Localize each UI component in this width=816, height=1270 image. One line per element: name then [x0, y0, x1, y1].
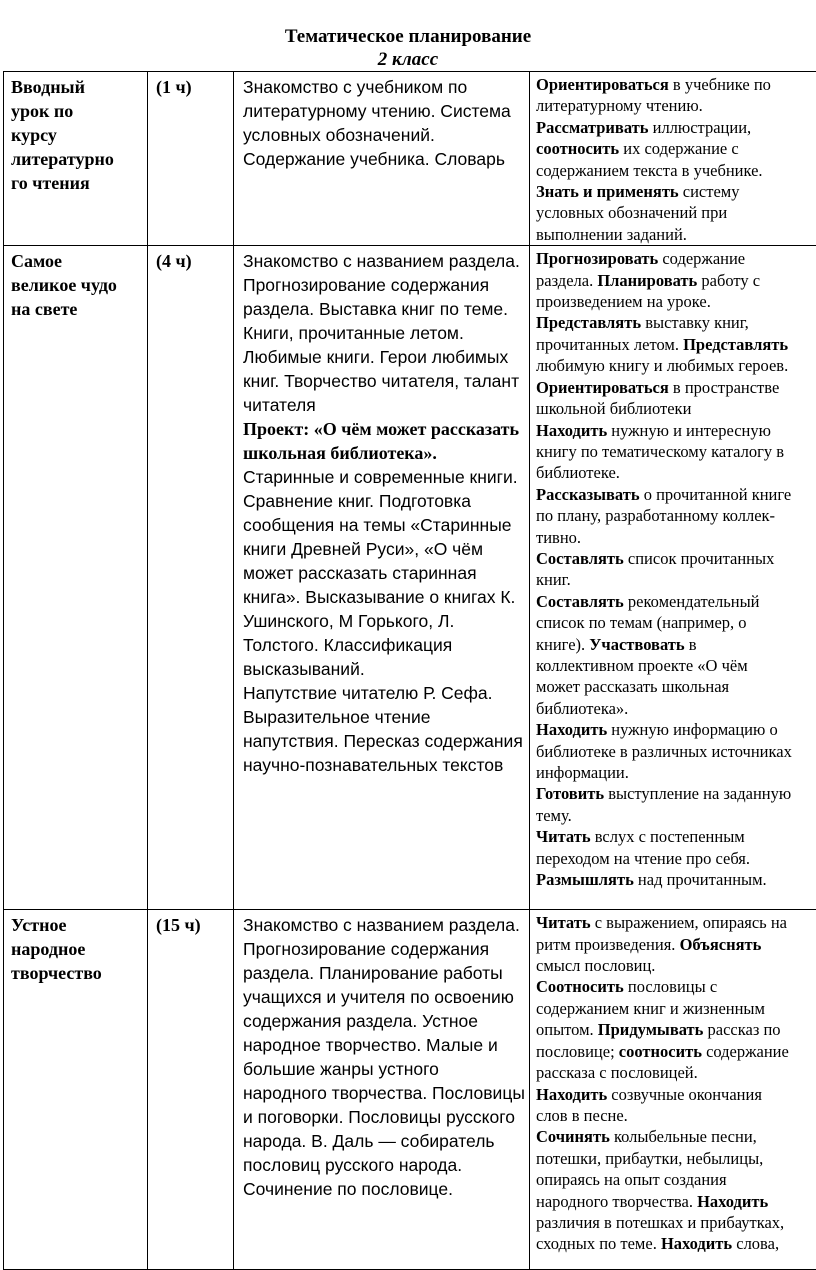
- activity-text: книгу по тематическому каталогу в: [536, 442, 784, 461]
- content-cell: [234, 72, 530, 246]
- activity-text: информации.: [536, 763, 629, 782]
- activity-text: различия в потешках и прибаутках,: [536, 1213, 784, 1232]
- content-cell: [234, 246, 530, 910]
- activity-text: любимую книгу и любимых героев.: [536, 356, 788, 375]
- activity-text: содержание: [658, 249, 745, 268]
- content-paragraph: Знакомство с названием раздела. Прогнозирование содержания раздела. Выставка книг по теме. Книги, прочитанные летом. Любимые книги. Герои любимых книг. Творчество читателя, талант читателя: [243, 249, 525, 417]
- activity-line: [536, 1126, 816, 1147]
- activity-text: тему.: [536, 806, 572, 825]
- hours-cell: [148, 246, 234, 910]
- activity-text: может рассказать школьная: [536, 677, 729, 696]
- activity-line: [536, 117, 816, 138]
- activity-line: [536, 634, 816, 655]
- content-paragraph: Знакомство с учебником по литературному чтению. Система условных обозначений. Содержание учебника. Словарь: [243, 75, 525, 171]
- activity-text: условных обозначений при: [536, 203, 727, 222]
- activity-line: [536, 527, 816, 548]
- activity-text: потешки, прибаутки, небылицы,: [536, 1149, 763, 1168]
- activity-text: рекомендательный: [624, 592, 760, 611]
- activity-verb: Прогнозировать: [536, 249, 658, 268]
- content-paragraph: Знакомство с названием раздела. Прогнозирование содержания раздела. Планирование работы учащихся и учителя по освоению содержания раздела. Устное народное творчество. Малые и большие жанры устного народного творчества. Пословицы и поговорки. Пословицы русского народа. В. Даль — собиратель пословиц русского народа. Сочинение по пословице.: [243, 913, 525, 1201]
- activity-text: выставку книг,: [641, 313, 749, 332]
- page-subtitle: 2 класс: [0, 49, 816, 71]
- activity-line: [536, 398, 816, 419]
- activity-line: [536, 505, 816, 526]
- topic-name: Самое великое чудо на свете: [4, 246, 147, 321]
- activities-cell: [530, 72, 816, 246]
- activity-text: рассказ по: [703, 1020, 780, 1039]
- activity-text: в учебнике по: [669, 75, 771, 94]
- activity-text: библиотеке в различных источниках: [536, 742, 792, 761]
- activity-line: [536, 998, 816, 1019]
- activity-line: [536, 591, 816, 612]
- activity-line: [536, 270, 816, 291]
- activity-line: [536, 805, 816, 826]
- topic-cell: [4, 246, 148, 910]
- activity-text: систему: [679, 182, 740, 201]
- topic-cell: [4, 910, 148, 1270]
- activity-line: [536, 655, 816, 676]
- topic-name: Устное народное творчество: [4, 910, 147, 985]
- activity-line: [536, 248, 816, 269]
- activity-line: [536, 719, 816, 740]
- topic-name: Вводный урок по курсу литературно го чтения: [4, 72, 147, 195]
- table-row: [4, 910, 816, 1270]
- activity-line: [536, 676, 816, 697]
- activity-text: книге).: [536, 635, 589, 654]
- activity-line: [536, 224, 816, 245]
- activity-verb: Представлять: [536, 313, 641, 332]
- activity-line: [536, 1105, 816, 1126]
- activity-verb: Придумывать: [598, 1020, 704, 1039]
- activity-line: [536, 1062, 816, 1083]
- activity-line: [536, 202, 816, 223]
- activity-line: [536, 1019, 816, 1040]
- activity-verb: Ориентироваться: [536, 75, 669, 94]
- activity-text: над прочитанным.: [634, 870, 767, 889]
- activity-text: библиотеке.: [536, 463, 620, 482]
- activity-text: смысл пословиц.: [536, 956, 655, 975]
- activity-verb: Читать: [536, 827, 591, 846]
- activity-line: [536, 1041, 816, 1062]
- activity-verb: Рассматривать: [536, 118, 648, 137]
- activity-text: раздела.: [536, 271, 597, 290]
- project-title: Проект: «О чём может рассказать школьная библиотека».: [243, 417, 525, 465]
- activity-line: [536, 181, 816, 202]
- activity-text: тивно.: [536, 528, 581, 547]
- activity-verb: Представлять: [683, 335, 788, 354]
- lesson-content: [234, 246, 529, 777]
- activity-line: [536, 741, 816, 762]
- hours-value: (1 ч): [148, 72, 233, 99]
- hours-value: (4 ч): [148, 246, 233, 273]
- activity-verb: соотносить: [536, 139, 619, 158]
- activity-text: прочитанных летом.: [536, 335, 683, 354]
- activity-text: с выражением, опираясь на: [591, 913, 787, 932]
- activities-cell: [530, 246, 816, 910]
- activity-text: пословице;: [536, 1042, 619, 1061]
- activity-line: [536, 1084, 816, 1105]
- lesson-content: [234, 910, 529, 1201]
- activity-line: [536, 783, 816, 804]
- activity-text: слов в песне.: [536, 1106, 628, 1125]
- activity-verb: Читать: [536, 913, 591, 932]
- activity-line: [536, 1233, 816, 1254]
- table-row: [4, 246, 816, 910]
- activity-line: [536, 869, 816, 890]
- activity-line: [536, 1212, 816, 1233]
- activity-text: нужную и интересную: [607, 421, 771, 440]
- activity-line: [536, 355, 816, 376]
- activity-line: [536, 95, 816, 116]
- activity-text: иллюстрации,: [648, 118, 751, 137]
- activity-text: опытом.: [536, 1020, 598, 1039]
- page-title: Тематическое планирование: [0, 26, 816, 48]
- activity-text: список прочитанных: [624, 549, 775, 568]
- activity-text: книг.: [536, 570, 571, 589]
- activity-text: слова,: [732, 1234, 779, 1253]
- activity-text: в: [685, 635, 697, 654]
- activity-line: [536, 955, 816, 976]
- activity-line: [536, 698, 816, 719]
- activity-verb: Планировать: [597, 271, 697, 290]
- activity-line: [536, 848, 816, 869]
- activity-verb: Составлять: [536, 549, 624, 568]
- activity-text: содержание: [702, 1042, 789, 1061]
- activity-text: ритм произведения.: [536, 935, 680, 954]
- activity-text: переходом на чтение про себя.: [536, 849, 750, 868]
- student-activities: [530, 72, 816, 245]
- activity-verb: Находить: [536, 1085, 607, 1104]
- activity-verb: Готовить: [536, 784, 604, 803]
- activity-text: литературному чтению.: [536, 96, 703, 115]
- activity-line: [536, 377, 816, 398]
- content-cell: [234, 910, 530, 1270]
- activity-line: [536, 441, 816, 462]
- activity-text: коллективном проекте «О чём: [536, 656, 748, 675]
- activity-verb: Находить: [661, 1234, 732, 1253]
- hours-value: (15 ч): [148, 910, 233, 937]
- activity-verb: Находить: [536, 720, 607, 739]
- topic-cell: [4, 72, 148, 246]
- student-activities: [530, 246, 816, 890]
- activity-line: [536, 334, 816, 355]
- activity-verb: соотносить: [619, 1042, 702, 1061]
- activity-verb: Знать и применять: [536, 182, 679, 201]
- activity-text: опираясь на опыт создания: [536, 1170, 727, 1189]
- table-row: [4, 72, 816, 246]
- activity-text: нужную информацию о: [607, 720, 778, 739]
- activity-text: произведением на уроке.: [536, 292, 711, 311]
- activity-text: их содержание с: [619, 139, 739, 158]
- activity-text: по плану, разработанному коллек-: [536, 506, 775, 525]
- content-paragraph: Старинные и современные книги. Сравнение книг. Подготовка сообщения на темы «Старинные книги Древней Руси», «О чём может рассказать старинная книга». Высказывание о книгах К. Ушинского, М Горького, Л. Толстого. Классификация высказываний.: [243, 465, 525, 681]
- activity-verb: Рассказывать: [536, 485, 640, 504]
- lesson-content: [234, 72, 529, 171]
- activity-text: народного творчества.: [536, 1192, 697, 1211]
- activity-line: [536, 912, 816, 933]
- hours-cell: [148, 72, 234, 246]
- activity-verb: Объяснять: [680, 935, 762, 954]
- hours-cell: [148, 910, 234, 1270]
- activity-text: список по темам (например, о: [536, 613, 747, 632]
- activity-line: [536, 569, 816, 590]
- activity-text: о прочитанной книге: [640, 485, 792, 504]
- activity-text: пословицы с: [624, 977, 717, 996]
- activity-text: сходных по теме.: [536, 1234, 661, 1253]
- activity-line: [536, 74, 816, 95]
- activity-line: [536, 762, 816, 783]
- activity-text: школьной библиотеки: [536, 399, 691, 418]
- activity-text: содержанием книг и жизненным: [536, 999, 765, 1018]
- activity-line: [536, 548, 816, 569]
- activity-line: [536, 484, 816, 505]
- activity-text: работу с: [697, 271, 760, 290]
- activity-text: выполнении заданий.: [536, 225, 687, 244]
- activity-line: [536, 976, 816, 997]
- activity-verb: Находить: [697, 1192, 768, 1211]
- activity-verb: Сочинять: [536, 1127, 610, 1146]
- content-paragraph: Напутствие читателю Р. Сефа. Выразительное чтение напутствия. Пересказ содержания научно-познавательных текстов: [243, 681, 525, 777]
- activity-text: в пространстве: [669, 378, 779, 397]
- activity-text: содержанием текста в учебнике.: [536, 161, 763, 180]
- planning-table: [3, 71, 816, 1270]
- activity-line: [536, 612, 816, 633]
- activity-line: [536, 1191, 816, 1212]
- activity-verb: Ориентироваться: [536, 378, 669, 397]
- activity-text: колыбельные песни,: [610, 1127, 757, 1146]
- activity-text: созвучные окончания: [607, 1085, 762, 1104]
- activity-verb: Соотносить: [536, 977, 624, 996]
- activity-verb: Размышлять: [536, 870, 634, 889]
- activity-text: библиотека».: [536, 699, 628, 718]
- activity-line: [536, 160, 816, 181]
- activities-cell: [530, 910, 816, 1270]
- activity-line: [536, 138, 816, 159]
- activity-text: рассказа с пословицей.: [536, 1063, 698, 1082]
- activity-line: [536, 934, 816, 955]
- activity-line: [536, 420, 816, 441]
- activity-line: [536, 1148, 816, 1169]
- activity-verb: Участвовать: [589, 635, 684, 654]
- activity-verb: Составлять: [536, 592, 624, 611]
- student-activities: [530, 910, 816, 1255]
- activity-line: [536, 291, 816, 312]
- activity-text: вслух с постепенным: [591, 827, 745, 846]
- activity-text: выступление на заданную: [604, 784, 791, 803]
- activity-verb: Находить: [536, 421, 607, 440]
- activity-line: [536, 826, 816, 847]
- activity-line: [536, 1169, 816, 1190]
- activity-line: [536, 312, 816, 333]
- activity-line: [536, 462, 816, 483]
